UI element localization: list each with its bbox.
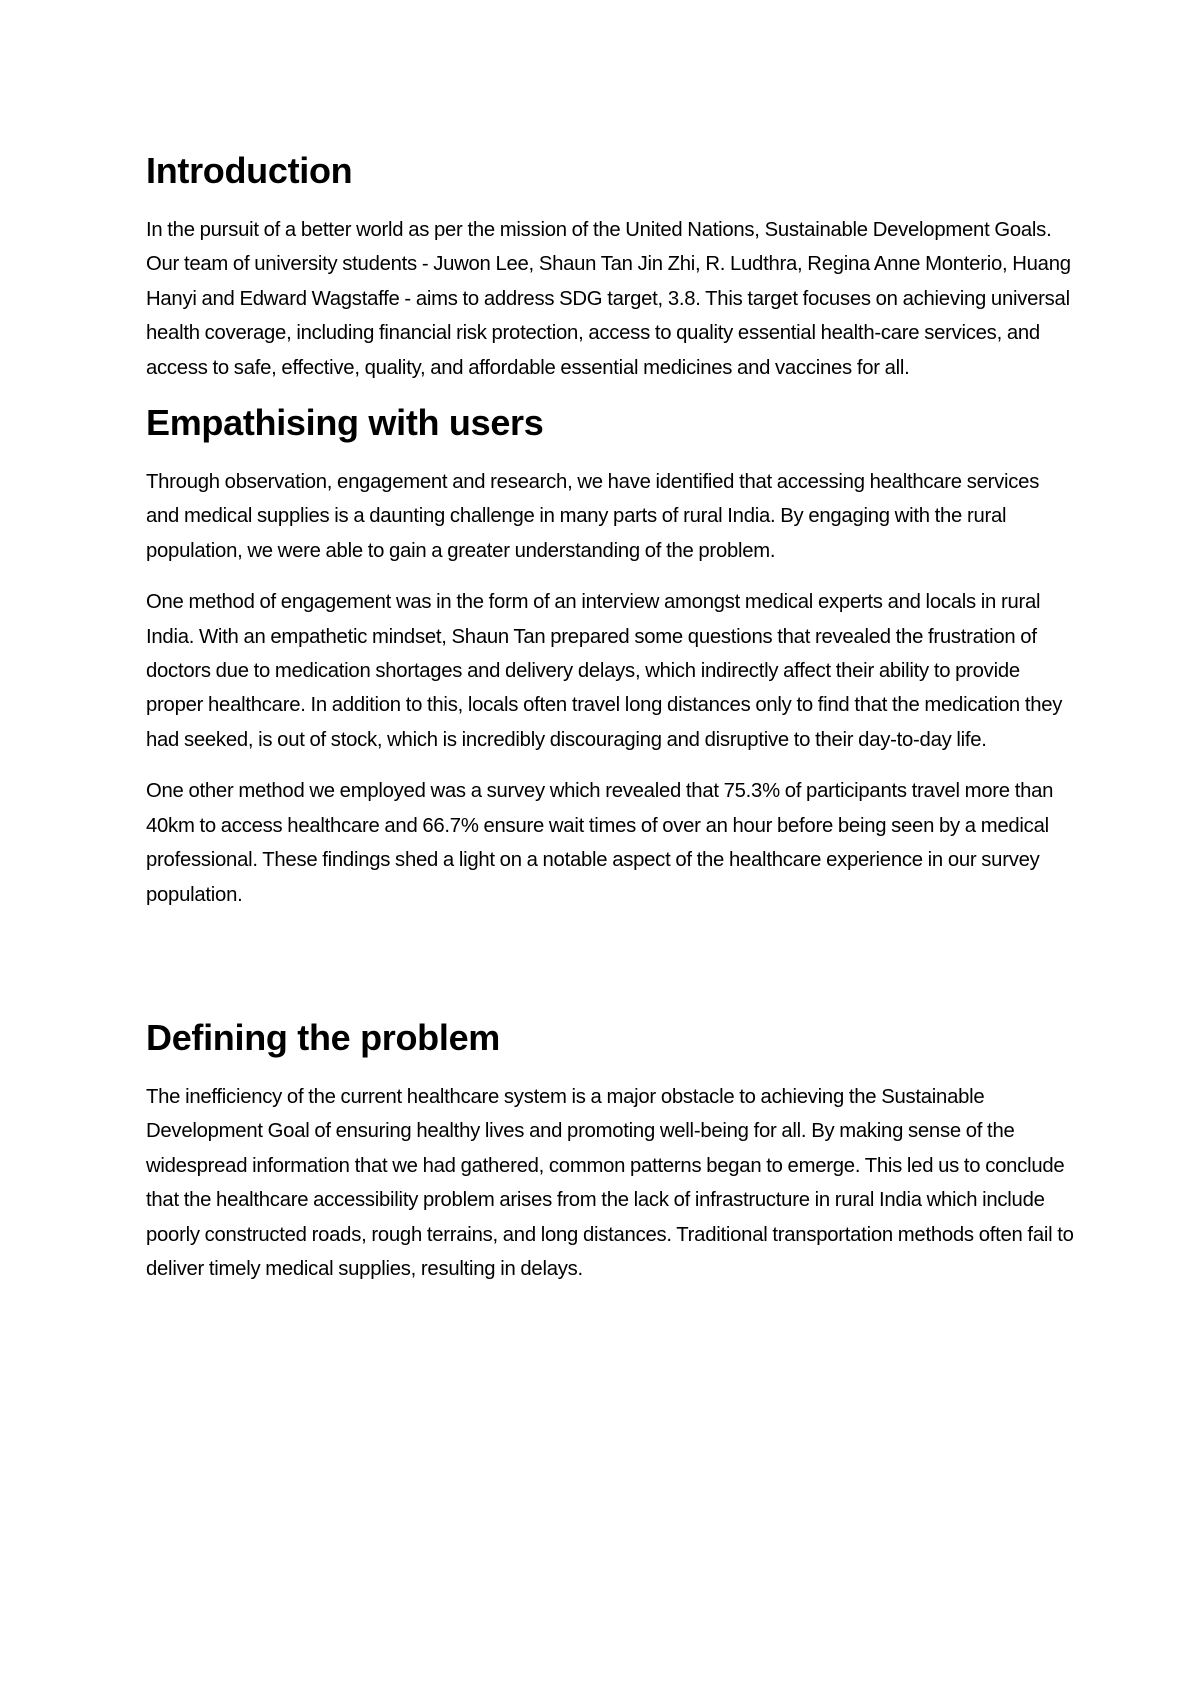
section-heading: Introduction: [146, 150, 353, 191]
paragraph: One other method we employed was a survey which revealed that 75.3% of participants travel more than 40km to access healthcare and 66.7% ensure wait times of over an hour before being seen by a medical professional. These findings shed a light on a notable aspect of the healthcare experience in our survey population.: [146, 780, 1054, 906]
paragraph: Through observation, engagement and research, we have identified that accessing healthcare services and medical supplies is a daunting challenge in many parts of rural India. By engaging with the rural population, we were able to gain a greater understanding of the problem.: [146, 471, 1040, 562]
document-body: [146, 145, 1076, 1286]
paragraph: The inefficiency of the current healthcare system is a major obstacle to achieving the Sustainable Development Goal of ensuring healthy lives and promoting well-being for all. By making sense of the widespread information that we had gathered, common patterns began to emerge. This led us to conclude that the healthcare accessibility problem arises from the lack of infrastructure in rural India which include poorly constructed roads, rough terrains, and long distances. Traditional transportation methods often fail to deliver timely medical supplies, resulting in delays.: [146, 1085, 1074, 1280]
section-introduction: [146, 145, 1076, 385]
section-empathising: [146, 397, 1076, 912]
section-heading: Defining the problem: [146, 1016, 501, 1058]
section-heading: Empathising with users: [146, 402, 544, 444]
paragraph: In the pursuit of a better world as per the mission of the United Nations, Sustainable Development Goals. Our team of university students - Juwon Lee, Shaun Tan Jin Zhi, R. Ludthra, Regina Anne Monterio, Huang Hanyi and Edward Wagstaffe - aims to address SDG target, 3.8. This target focuses on achieving universal health coverage, including financial risk protection, access to quality essential health-care services, and access to safe, effective, quality, and affordable essential medicines and vaccines for all.: [146, 219, 1071, 379]
paragraph: One method of engagement was in the form of an interview amongst medical experts and locals in rural India. With an empathetic mindset, Shaun Tan prepared some questions that revealed the frustration of doctors due to medication shortages and delivery delays, which indirectly affect their ability to provide proper healthcare. In addition to this, locals often travel long distances only to find that the medication they had seeked, is out of stock, which is incredibly discouraging and disruptive to their day-to-day life.: [146, 591, 1063, 751]
section-defining-problem: [146, 1012, 1076, 1286]
